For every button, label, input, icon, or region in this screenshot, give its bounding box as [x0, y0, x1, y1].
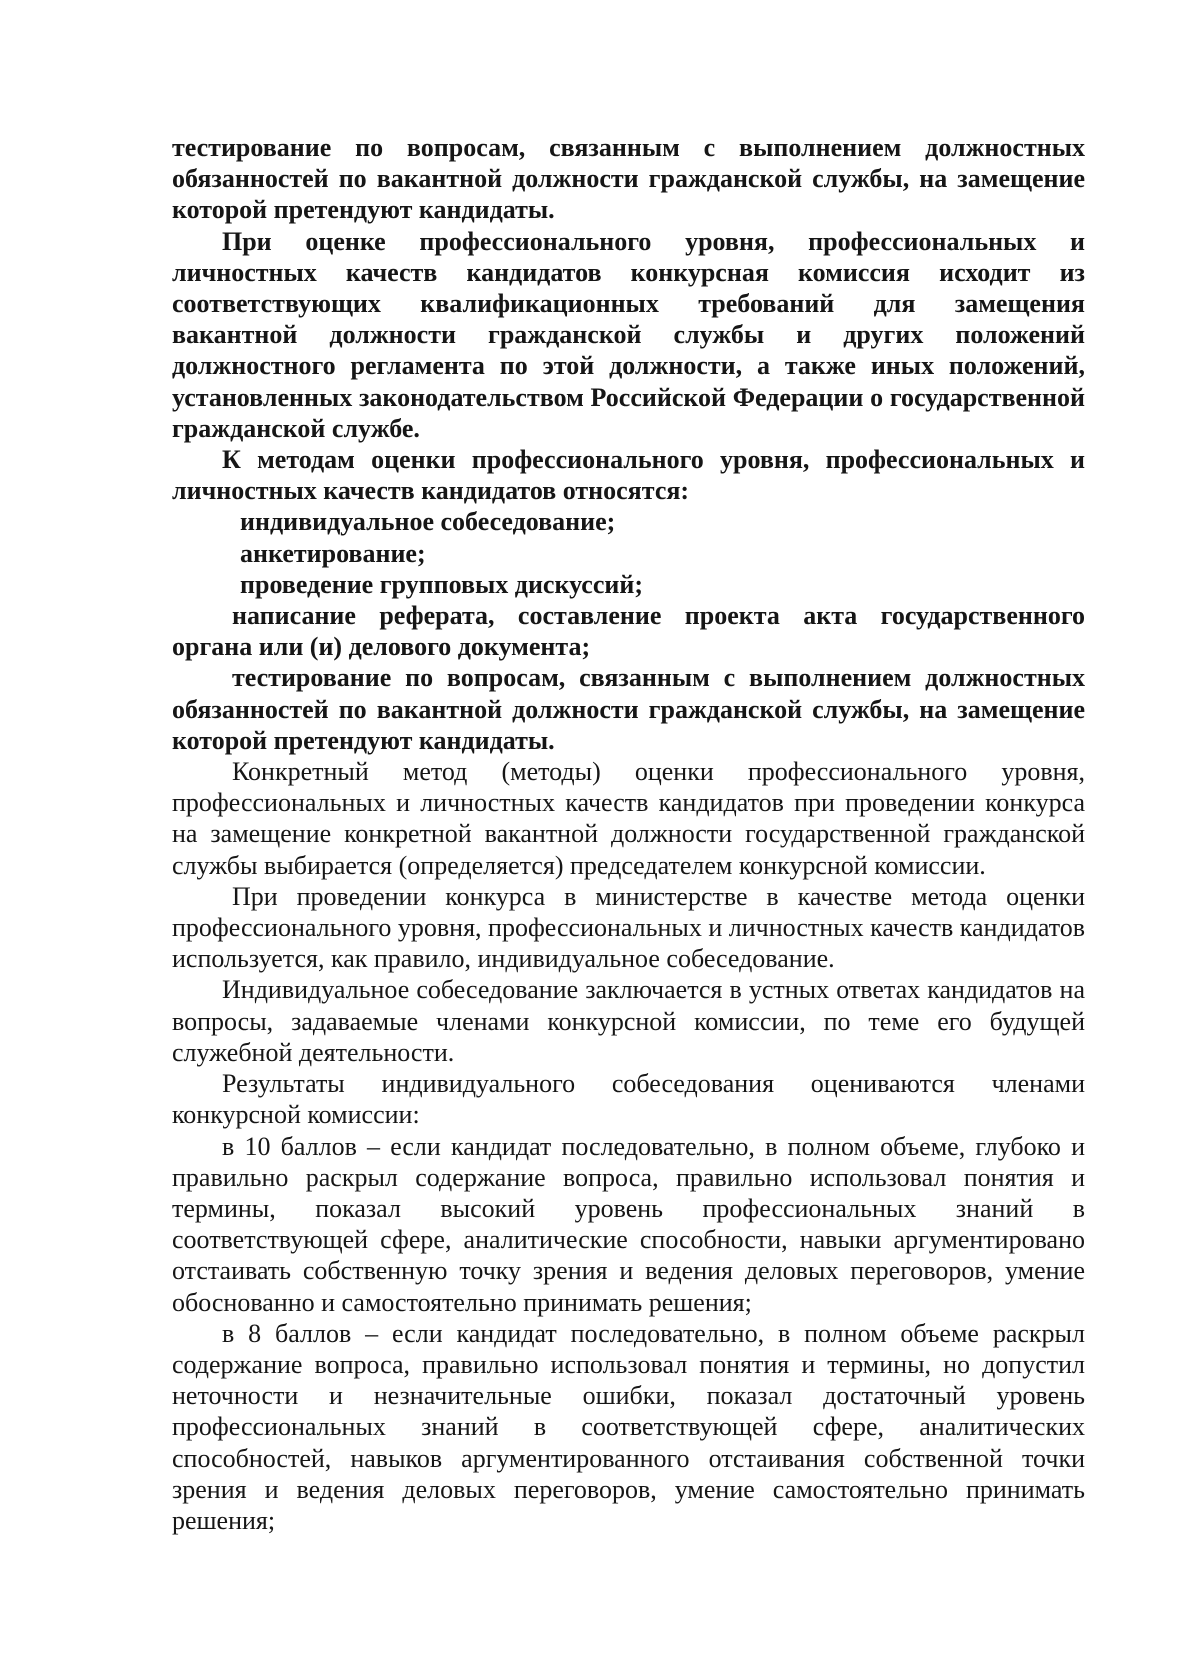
document-paragraph: в 10 баллов – если кандидат последовательно, в полном объеме, глубоко и правильно раскрыл содержание вопроса, правильно использовал понятия и термины, показал высокий уровень профессиональных знаний в соответствующей сфере, аналитические способности, навыки аргументировано отстаивать собственную точку зрения и ведения деловых переговоров, умение обоснованно и самостоятельно принимать решения;	[172, 1131, 1085, 1317]
document-paragraph: Индивидуальное собеседование заключается в устных ответах кандидатов на вопросы, задаваемые членами конкурсной комиссии, по теме его будущей служебной деятельности.	[172, 975, 1085, 1067]
document-body	[172, 132, 1085, 1536]
document-paragraph: К методам оценки профессионального уровня, профессиональных и личностных качеств кандидатов относятся:	[172, 445, 1085, 506]
document-paragraph: При проведении конкурса в министерстве в качестве метода оценки профессионального уровня, профессиональных и личностных качеств кандидатов используется, как правило, индивидуальное собеседование.	[172, 881, 1086, 974]
document-paragraph: анкетирование;	[240, 538, 426, 568]
document-paragraph: тестирование по вопросам, связанным с выполнением должностных обязанностей по вакантной должности гражданской службы, на замещение которой претендуют кандидаты.	[172, 663, 1085, 755]
document-paragraph: тестирование по вопросам, связанным с выполнением должностных обязанностей по вакантной должности гражданской службы, на замещение которой претендуют кандидаты.	[172, 133, 1085, 225]
document-paragraph: Результаты индивидуального собеседования оцениваются членами конкурсной комиссии:	[172, 1069, 1085, 1130]
document-paragraph: в 8 баллов – если кандидат последовательно, в полном объеме раскрыл содержание вопроса, правильно использовал понятия и термины, но допустил неточности и незначительные ошибки, показал достаточный уровень профессиональных знаний в соответствующей сфере, аналитических способностей, навыков аргументированного отстаивания собственной точки зрения и ведения деловых переговоров, умение самостоятельно принимать решения;	[172, 1318, 1085, 1535]
document-paragraph: написание реферата, составление проекта акта государственного органа или (и) делового документа;	[172, 601, 1085, 662]
document-paragraph: Конкретный метод (методы) оценки профессионального уровня, профессиональных и личностных качеств кандидатов при проведении конкурса на замещение конкретной вакантной должности государственной гражданской службы выбирается (определяется) председателем конкурсной комиссии.	[172, 757, 1085, 880]
document-paragraph: При оценке профессионального уровня, профессиональных и личностных качеств кандидатов конкурсная комиссия исходит из соответствующих квалификационных требований для замещения вакантной должности гражданской службы и других положений должностного регламента по этой должности, а также иных положений, установленных законодательством Российской Федерации о государственной гражданской службе.	[172, 226, 1085, 443]
document-paragraph: проведение групповых дискуссий;	[240, 569, 643, 599]
document-paragraph: индивидуальное собеседование;	[240, 507, 616, 537]
